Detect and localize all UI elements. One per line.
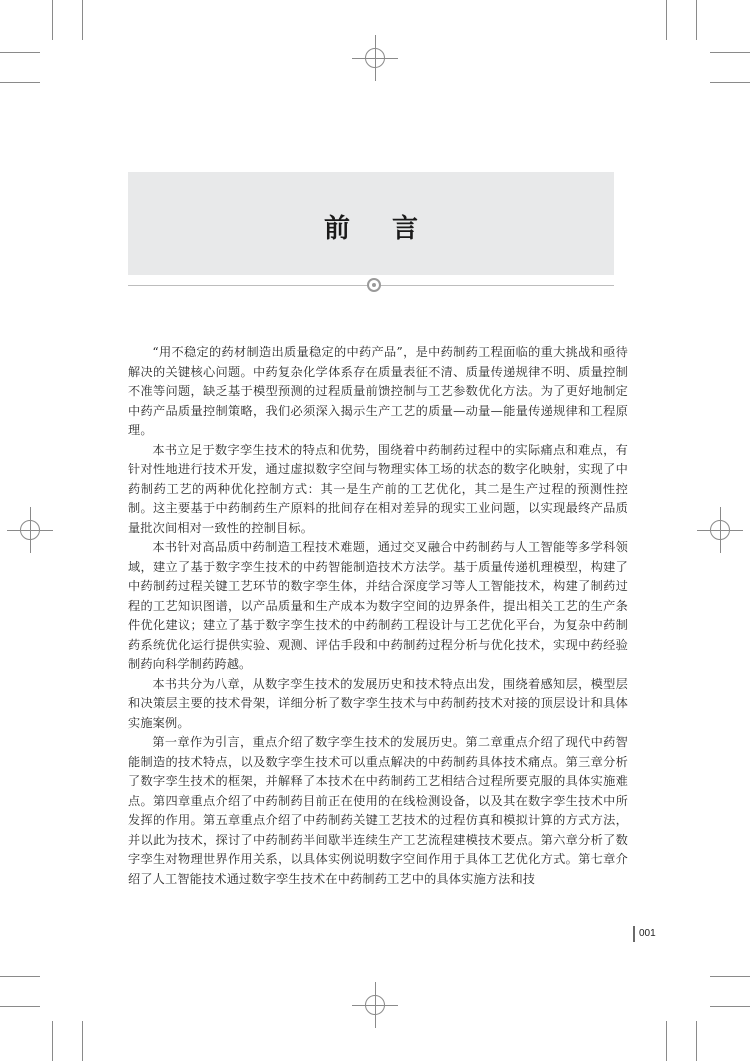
- paragraph: “用不稳定的药材制造出质量稳定的中药产品”，是中药制药工程面临的重大挑战和亟待解决的关键核心问题。中药复杂化学体系存在质量表征不清、质量传递规律不明、质量控制不准等问题，缺乏基于模型预测的过程质量前馈控制与工艺参数优化方法。为了更好地制定中药产品质量控制策略，我们必须深入揭示生产工艺的质量—动量—能量传递规律和工程原理。: [128, 345, 628, 437]
- registration-mark-bottom: [365, 995, 385, 1015]
- heading-banner: [128, 172, 614, 275]
- divider-ornament-icon: [367, 278, 381, 292]
- paragraph: 第一章作为引言，重点介绍了数字孪生技术的发展历史。第二章重点介绍了现代中药智能制造的技术特点，以及数字孪生技术可以重点解决的中药制药具体技术痛点。第三章分析了数字孪生技术的框架，并解释了本技术在中药制药工艺相结合过程所要克服的具体实施难点。第四章重点介绍了中药制药目前正在使用的在线检测设备，以及其在数字孪生技术中所发挥的作用。第五章重点介绍了中药制药关键工艺技术的过程仿真和模拟计算的方式方法，并以此为技术，探讨了中药制药半间歇半连续生产工艺流程建模技术要点。第六章分析了数字孪生对物理世界作用关系，以具体实例说明数字空间作用于具体工艺优化方式。第七章介绍了人工智能技术通过数字孪生技术在中药制药工艺中的具体实施方法和技: [128, 735, 628, 886]
- registration-mark-top: [365, 48, 385, 68]
- paragraph: 本书共分为八章，从数字孪生技术的发展历史和技术特点出发，围绕着感知层，模型层和决策层主要的技术骨架，详细分析了数字孪生技术与中药制药技术对接的顶层设计和具体实施案例。: [128, 676, 628, 730]
- registration-mark-right: [710, 520, 730, 540]
- body-text: [128, 343, 628, 889]
- paragraph: 本书立足于数字孪生技术的特点和优势，围绕着中药制药过程中的实际痛点和难点，有针对性地进行技术开发，通过虚拟数字空间与物理实体工场的状态的数字化映射，实现了中药制药工艺的两种优化控制方式：其一是生产前的工艺优化，其二是生产过程的预测性控制。这主要基于中药制药生产原料的批间存在相对差异的现实工业问题，以实现最终产品质量批次间相对一致性的控制目标。: [128, 442, 628, 535]
- registration-mark-left: [20, 520, 40, 540]
- page-number: 001: [633, 926, 656, 942]
- page-title: 前言: [323, 214, 460, 244]
- paragraph: 本书针对高品质中药制造工程技术难题，通过交叉融合中药制药与人工智能等多学科领域，建立了基于数字孪生技术的中药智能制造技术方法学。基于质量传递机理模型，构建了中药制药过程关键工艺环节的数字孪生体，并结合深度学习等人工智能技术，构建了制药过程的工艺知识图谱，以产品质量和生产成本为数字空间的边界条件，提出相关工艺的生产条件优化建议；建立了基于数字孪生技术的中药制药工程设计与工艺优化平台，为复杂中药制药系统优化运行提供实验、观测、评估手段和中药制药过程分析与优化技术，实现中药经验制药向科学制药跨越。: [128, 540, 628, 671]
